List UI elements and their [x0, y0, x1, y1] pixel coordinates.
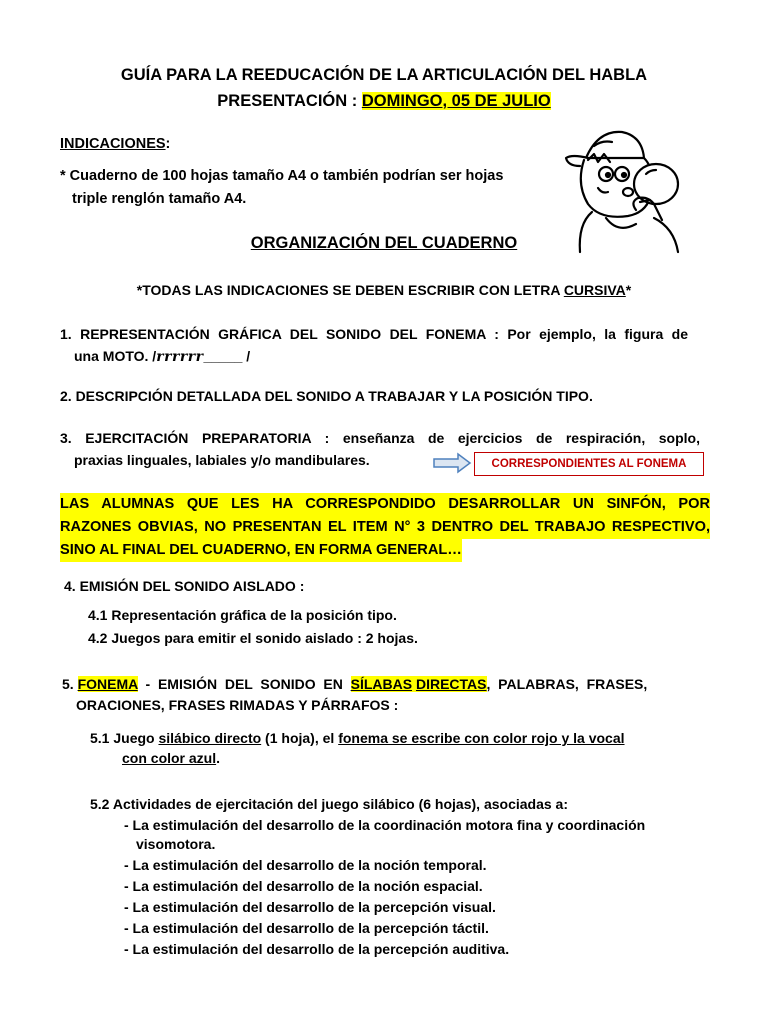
s51-pre: 5.1 Juego	[90, 730, 159, 746]
cursiva-note-pre: *TODAS LAS INDICACIONES SE DEBEN ESCRIBIR CON LETRA	[136, 282, 564, 298]
bullet-6: - La estimulación del desarrollo de la percepción auditiva.	[124, 941, 510, 957]
bullet-2: - La estimulación del desarrollo de la noción temporal.	[124, 857, 487, 873]
item4-sub1: 4.1 Representación gráfica de la posición tipo.	[88, 607, 397, 623]
item5-line1	[62, 676, 700, 692]
item5-directas: DIRECTAS	[415, 676, 487, 692]
presentation-line	[0, 92, 768, 111]
item5-mid: - EMISIÓN DEL SONIDO EN	[137, 676, 351, 692]
arrow-right-icon	[432, 452, 472, 474]
item1-line1: 1. REPRESENTACIÓN GRÁFICA DEL SONIDO DEL FONEMA : Por ejemplo, la figura de	[60, 326, 688, 342]
highlight-line2: RAZONES OBVIAS, NO PRESENTAN EL ITEM N° 3 DENTRO DEL TRABAJO RESPECTIVO,	[60, 516, 710, 539]
s51-fonema-color: fonema se escribe con color rojo y la vocal	[338, 730, 625, 746]
indicaciones-line1: * Cuaderno de 100 hojas tamaño A4 o también podrían ser hojas	[60, 168, 504, 184]
item5-silabas: SÍLABAS	[350, 676, 413, 692]
bullet-1: - La estimulación del desarrollo de la coordinación motora fina y coordinación	[124, 817, 646, 833]
item4-sub2: 4.2 Juegos para emitir el sonido aislado : 2 hojas.	[88, 630, 418, 646]
bullet-4: - La estimulación del desarrollo de la percepción visual.	[124, 899, 496, 915]
cursiva-note-post: *	[625, 282, 632, 298]
organizacion-title	[0, 234, 768, 253]
item1-line2-post: _____ /	[203, 348, 251, 364]
item1-cursive-sample: rrrrrr	[156, 349, 204, 365]
bullet-3: - La estimulación del desarrollo de la noción espacial.	[124, 878, 483, 894]
item5-line2: ORACIONES, FRASES RIMADAS Y PÁRRAFOS :	[76, 697, 399, 713]
item1-line2	[74, 348, 250, 365]
organizacion-title-text: ORGANIZACIÓN DEL CUADERNO	[250, 234, 518, 252]
indicaciones-label: INDICACIONES	[60, 136, 166, 152]
item1-line2-pre: una MOTO. /	[74, 348, 157, 364]
s51-mid: (1 hoja), el	[261, 730, 339, 746]
item5-sub51-line1	[90, 730, 625, 746]
item4-title: 4. EMISIÓN DEL SONIDO AISLADO :	[64, 578, 305, 594]
item5-sub52-title: 5.2 Actividades de ejercitación del juego silábico (6 hojas), asociadas a:	[90, 796, 568, 812]
correspondientes-box: CORRESPONDIENTES AL FONEMA	[474, 452, 704, 476]
cursiva-note	[0, 282, 768, 298]
item5-sub51-line2	[122, 750, 220, 766]
item5-fonema: FONEMA	[77, 676, 138, 692]
indicaciones-heading	[60, 136, 170, 152]
presentation-date: DOMINGO, 05 DE JULIO	[361, 92, 551, 110]
document-title: GUÍA PARA LA REEDUCACIÓN DE LA ARTICULACIÓN DEL HABLA	[120, 66, 648, 84]
indicaciones-line2: triple renglón tamaño A4.	[72, 191, 247, 207]
highlight-line3: SINO AL FINAL DEL CUADERNO, EN FORMA GENERAL…	[60, 539, 462, 562]
presentation-label: PRESENTACIÓN :	[217, 92, 362, 110]
s51-silabico-directo: silábico directo	[158, 730, 262, 746]
s51-end: .	[216, 750, 221, 766]
item3-line1: 3. EJERCITACIÓN PREPARATORIA : enseñanza de ejercicios de respiración, soplo,	[60, 430, 700, 446]
highlight-line1: LAS ALUMNAS QUE LES HA CORRESPONDIDO DESARROLLAR UN SINFÓN, POR	[60, 493, 710, 516]
cursiva-note-word: CURSIVA	[563, 282, 626, 298]
indicaciones-colon: :	[165, 136, 171, 152]
sinfon-highlight-note	[60, 493, 710, 562]
bullet-1-cont: visomotora.	[136, 836, 216, 852]
item5-rest1: , PALABRAS, FRASES,	[486, 676, 648, 692]
item2: 2. DESCRIPCIÓN DETALLADA DEL SONIDO A TRABAJAR Y LA POSICIÓN TIPO.	[60, 388, 593, 404]
s51-color-azul: con color azul	[122, 750, 217, 766]
item3-line2: praxias linguales, labiales y/o mandibulares.	[74, 452, 370, 468]
item5-num: 5.	[62, 676, 78, 692]
bullet-5: - La estimulación del desarrollo de la percepción táctil.	[124, 920, 489, 936]
